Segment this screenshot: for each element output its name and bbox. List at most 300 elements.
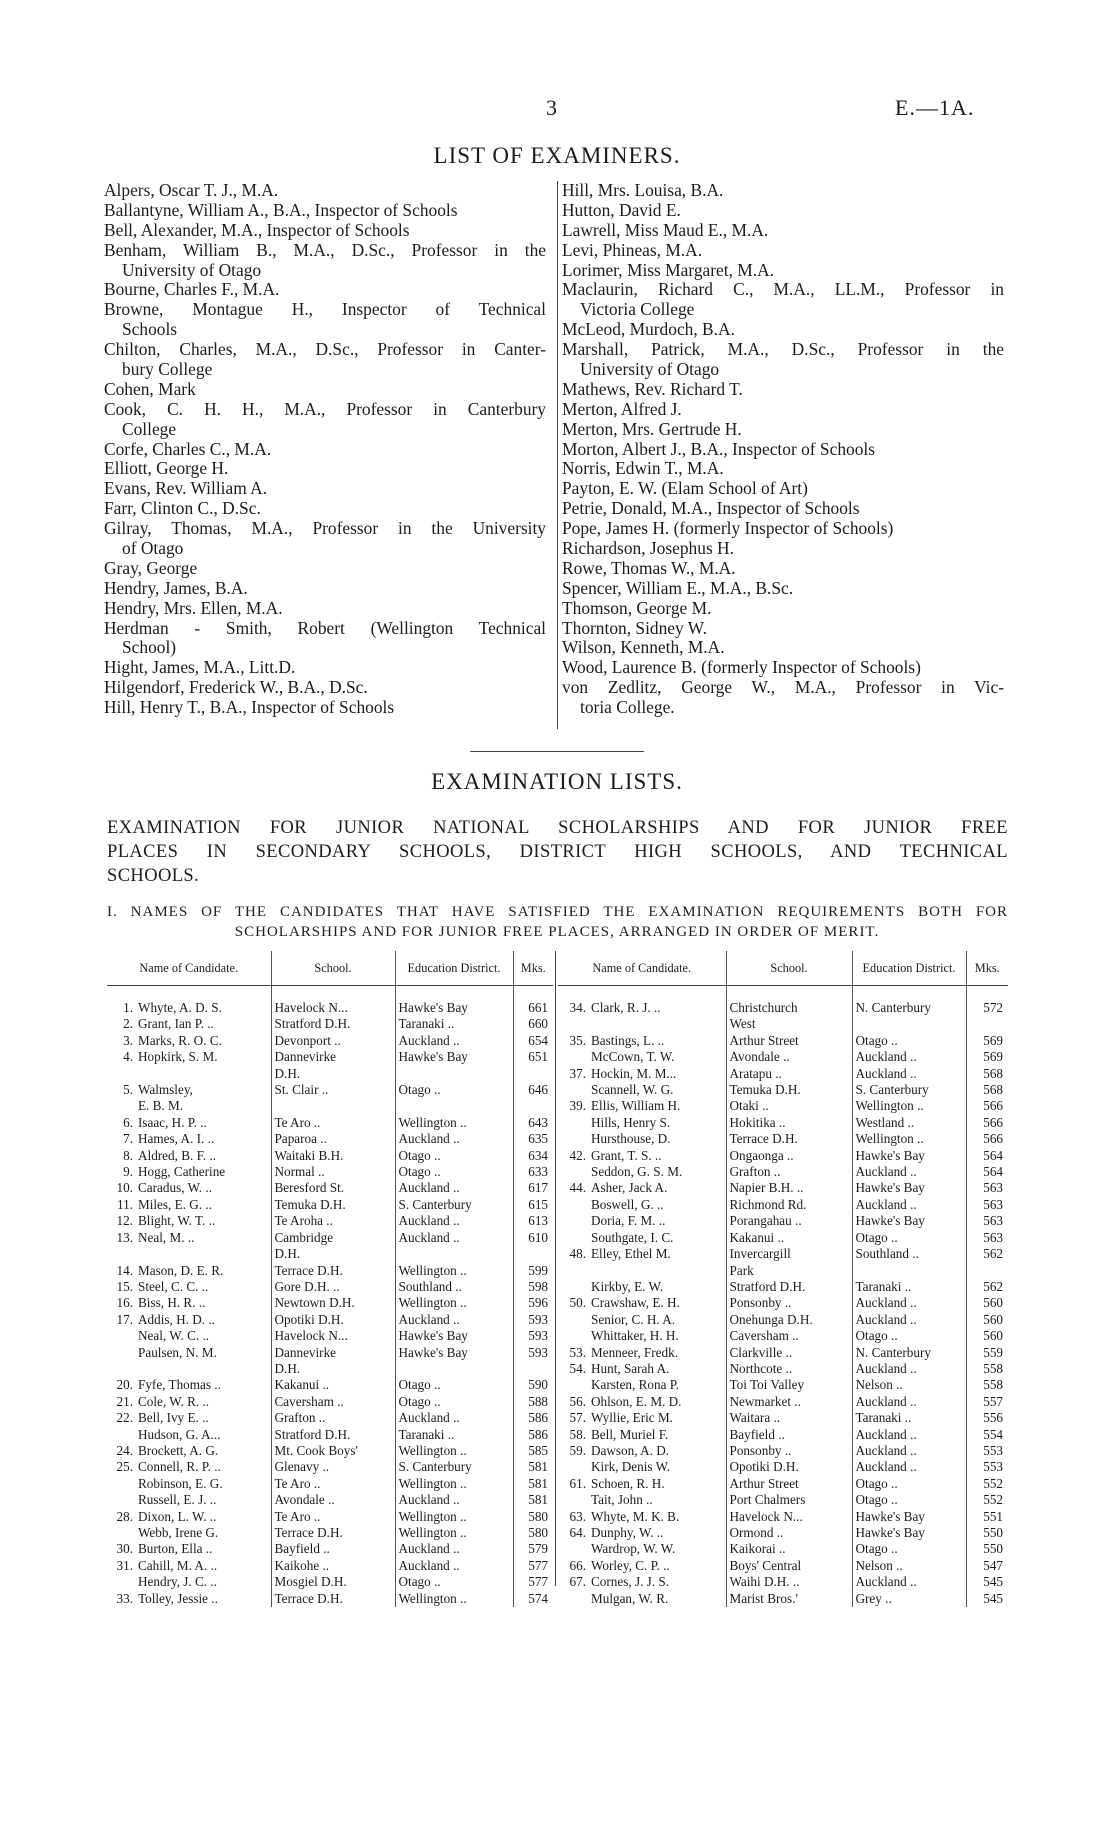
education-district: Auckland .. bbox=[395, 1492, 513, 1508]
candidate-name bbox=[135, 1066, 271, 1082]
education-district: Auckland .. bbox=[395, 1541, 513, 1557]
rank-cell: 13. bbox=[116, 1229, 133, 1245]
candidate-name: Neal, W. C. .. bbox=[138, 1328, 210, 1344]
page-reference: E.—1A. bbox=[895, 95, 975, 120]
school-name: Avondale .. bbox=[271, 1492, 395, 1508]
table-row bbox=[558, 1082, 1008, 1098]
col-header-school: School. bbox=[726, 951, 852, 986]
school-name: Waitara .. bbox=[726, 1410, 852, 1426]
school-name: D.H. bbox=[271, 1246, 395, 1262]
candidate-name: Robinson, E. G. bbox=[138, 1475, 223, 1491]
marks-cell: 613 bbox=[513, 1213, 553, 1229]
candidate-name: Seddon, G. S. M. bbox=[591, 1164, 683, 1180]
rank-cell bbox=[558, 1263, 588, 1279]
school-name: Gore D.H. .. bbox=[271, 1279, 395, 1295]
marks-cell bbox=[513, 1246, 553, 1262]
marks-cell: 581 bbox=[513, 1459, 553, 1475]
table-divider bbox=[555, 951, 556, 1586]
section-heading-line-2: SCHOLARSHIPS AND FOR JUNIOR FREE PLACES, ARRANGED IN ORDER OF MERIT. bbox=[234, 924, 880, 940]
examiner-entry: Herdman - Smith, Robert (Wellington Technical bbox=[104, 618, 546, 638]
table-row bbox=[558, 1509, 1008, 1525]
marks-cell: 550 bbox=[966, 1541, 1008, 1557]
examiner-entry: Thornton, Sidney W. bbox=[562, 617, 707, 638]
candidate-name: Hogg, Catherine bbox=[138, 1164, 226, 1180]
education-district: Auckland .. bbox=[852, 1574, 966, 1590]
marks-cell: 550 bbox=[966, 1525, 1008, 1541]
school-name: Kaikohe .. bbox=[271, 1558, 395, 1574]
rank-cell: 39. bbox=[569, 1098, 586, 1114]
candidate-name: Southgate, I. C. bbox=[591, 1229, 674, 1245]
table-row bbox=[107, 1476, 553, 1492]
candidate-name: Russell, E. J. .. bbox=[138, 1492, 217, 1508]
rank-cell: 7. bbox=[123, 1131, 133, 1147]
table-row bbox=[558, 1541, 1008, 1557]
table-row bbox=[558, 1115, 1008, 1131]
education-district: Auckland .. bbox=[852, 1394, 966, 1410]
marks-cell: 643 bbox=[513, 1115, 553, 1131]
education-district: Auckland .. bbox=[395, 1213, 513, 1229]
rank-cell: 63. bbox=[569, 1508, 586, 1524]
education-district: Hawke's Bay bbox=[395, 1000, 513, 1016]
table-row bbox=[107, 1148, 553, 1164]
marks-cell bbox=[966, 1263, 1008, 1279]
marks-cell: 551 bbox=[966, 1509, 1008, 1525]
marks-cell: 547 bbox=[966, 1558, 1008, 1574]
candidate-name: Mason, D. E. R. bbox=[138, 1262, 224, 1278]
rank-cell bbox=[107, 1476, 135, 1492]
candidate-name: Cornes, J. J. S. bbox=[591, 1574, 670, 1590]
school-name: Te Aroha .. bbox=[271, 1213, 395, 1229]
education-district: Auckland .. bbox=[395, 1033, 513, 1049]
marks-cell: 553 bbox=[966, 1443, 1008, 1459]
marks-cell: 557 bbox=[966, 1394, 1008, 1410]
table-row bbox=[107, 1230, 553, 1246]
school-name: Opotiki D.H. bbox=[726, 1459, 852, 1475]
school-name: Havelock N... bbox=[726, 1509, 852, 1525]
school-name: Grafton .. bbox=[271, 1410, 395, 1426]
candidate-name: Mulgan, W. R. bbox=[591, 1590, 669, 1606]
education-district: Westland .. bbox=[852, 1115, 966, 1131]
school-name: Havelock N... bbox=[271, 1000, 395, 1016]
school-name: Boys' Central bbox=[726, 1558, 852, 1574]
table-row bbox=[107, 1049, 553, 1065]
school-name: Paparoa .. bbox=[271, 1131, 395, 1147]
marks-cell: 654 bbox=[513, 1033, 553, 1049]
table-row bbox=[558, 1016, 1008, 1032]
table-row bbox=[558, 1394, 1008, 1410]
examiner-entry: Hight, James, M.A., Litt.D. bbox=[104, 657, 296, 678]
col-header-name: Name of Candidate. bbox=[107, 951, 271, 986]
education-district: Hawke's Bay bbox=[852, 1148, 966, 1164]
table-row bbox=[558, 1328, 1008, 1344]
examiners-heading: LIST OF EXAMINERS. bbox=[433, 143, 681, 168]
marks-cell: 568 bbox=[966, 1082, 1008, 1098]
table-row bbox=[107, 1361, 553, 1377]
marks-cell: 581 bbox=[513, 1476, 553, 1492]
education-district: Wellington .. bbox=[395, 1525, 513, 1541]
education-district: Hawke's Bay bbox=[395, 1345, 513, 1361]
intro-line: SCHOOLS. bbox=[107, 866, 200, 886]
rank-cell bbox=[107, 1246, 135, 1262]
marks-cell: 556 bbox=[966, 1410, 1008, 1426]
education-district: Otago .. bbox=[395, 1082, 513, 1098]
school-name: Te Aro .. bbox=[271, 1115, 395, 1131]
education-district: Otago .. bbox=[852, 1476, 966, 1492]
school-name: Invercargill bbox=[726, 1246, 852, 1262]
candidate-name: Steel, C. C. .. bbox=[138, 1278, 209, 1294]
marks-cell: 562 bbox=[966, 1279, 1008, 1295]
table-row bbox=[107, 1591, 553, 1607]
table-row bbox=[558, 1000, 1008, 1016]
table-row bbox=[107, 1394, 553, 1410]
rank-cell: 8. bbox=[123, 1147, 133, 1163]
education-district: Hawke's Bay bbox=[852, 1525, 966, 1541]
marks-cell: 577 bbox=[513, 1574, 553, 1590]
marks-cell: 580 bbox=[513, 1525, 553, 1541]
examiner-entry: School) bbox=[122, 637, 177, 658]
table-row bbox=[107, 1066, 553, 1082]
examiner-entry: Victoria College bbox=[580, 299, 695, 320]
education-district: Auckland .. bbox=[852, 1295, 966, 1311]
examiner-entry: Corfe, Charles C., M.A. bbox=[104, 438, 272, 459]
marks-cell: 568 bbox=[966, 1066, 1008, 1082]
marks-cell: 552 bbox=[966, 1492, 1008, 1508]
table-row bbox=[558, 1213, 1008, 1229]
table-row bbox=[558, 1443, 1008, 1459]
table-row bbox=[558, 1263, 1008, 1279]
candidate-name: Hills, Henry S. bbox=[591, 1114, 671, 1130]
table-row bbox=[558, 1427, 1008, 1443]
rank-cell: 30. bbox=[116, 1541, 133, 1557]
school-name: St. Clair .. bbox=[271, 1082, 395, 1098]
marks-cell: 588 bbox=[513, 1394, 553, 1410]
marks-cell: 564 bbox=[966, 1148, 1008, 1164]
marks-cell bbox=[513, 1066, 553, 1082]
rank-cell bbox=[107, 1098, 135, 1114]
examiner-entry: Payton, E. W. (Elam School of Art) bbox=[562, 478, 808, 499]
school-name: Napier B.H. .. bbox=[726, 1180, 852, 1196]
rank-cell bbox=[107, 1427, 135, 1443]
table-row bbox=[558, 1345, 1008, 1361]
school-name: Havelock N... bbox=[271, 1328, 395, 1344]
school-name: Terrace D.H. bbox=[271, 1525, 395, 1541]
rank-cell: 20. bbox=[116, 1377, 133, 1393]
candidate-name: Paulsen, N. M. bbox=[138, 1344, 217, 1360]
candidate-name: Grant, T. S. .. bbox=[591, 1147, 662, 1163]
candidate-name: Hunt, Sarah A. bbox=[591, 1360, 670, 1376]
marks-cell bbox=[513, 1361, 553, 1377]
marks-cell: 559 bbox=[966, 1345, 1008, 1361]
education-district: Auckland .. bbox=[852, 1312, 966, 1328]
marks-cell: 569 bbox=[966, 1049, 1008, 1065]
school-name: Temuka D.H. bbox=[271, 1197, 395, 1213]
examiner-entry: Farr, Clinton C., D.Sc. bbox=[104, 498, 261, 519]
rank-cell bbox=[558, 1197, 588, 1213]
school-name: Hokitika .. bbox=[726, 1115, 852, 1131]
candidate-name: Hockin, M. M... bbox=[591, 1065, 677, 1081]
education-district: Auckland .. bbox=[395, 1131, 513, 1147]
school-name: Terrace D.H. bbox=[271, 1263, 395, 1279]
rank-cell: 12. bbox=[116, 1213, 133, 1229]
examiner-entry: Mathews, Rev. Richard T. bbox=[562, 378, 743, 399]
marks-cell: 560 bbox=[966, 1328, 1008, 1344]
candidate-name: Dawson, A. D. bbox=[591, 1442, 670, 1458]
candidate-name: Wyllie, Eric M. bbox=[591, 1410, 673, 1426]
examiner-entry: toria College. bbox=[580, 697, 675, 718]
exam-intro-paragraph bbox=[107, 816, 1008, 888]
rank-cell bbox=[558, 1492, 588, 1508]
table-row bbox=[107, 1098, 553, 1114]
candidate-name: Elley, Ethel M. bbox=[591, 1246, 671, 1262]
rank-cell: 2. bbox=[123, 1016, 133, 1032]
col-header-name: Name of Candidate. bbox=[558, 951, 726, 986]
school-name: Christchurch bbox=[726, 1000, 852, 1016]
table-row bbox=[107, 1180, 553, 1196]
candidate-name: Hursthouse, D. bbox=[591, 1131, 671, 1147]
rank-cell bbox=[107, 1525, 135, 1541]
candidate-name: Senior, C. H. A. bbox=[591, 1311, 676, 1327]
rank-cell: 3. bbox=[123, 1032, 133, 1048]
rank-cell bbox=[107, 1574, 135, 1590]
school-name: Toi Toi Valley bbox=[726, 1377, 852, 1393]
school-name: Caversham .. bbox=[726, 1328, 852, 1344]
education-district: Wellington .. bbox=[395, 1476, 513, 1492]
rank-cell: 66. bbox=[569, 1557, 586, 1573]
marks-cell: 580 bbox=[513, 1509, 553, 1525]
marks-cell: 552 bbox=[966, 1476, 1008, 1492]
education-district: Auckland .. bbox=[395, 1312, 513, 1328]
rank-cell: 59. bbox=[569, 1442, 586, 1458]
section-rule bbox=[470, 751, 644, 752]
examiner-entry: Benham, William B., M.A., D.Sc., Professor in the bbox=[104, 240, 546, 260]
rank-cell: 5. bbox=[123, 1082, 133, 1098]
rank-cell: 53. bbox=[569, 1344, 586, 1360]
rank-cell bbox=[107, 1345, 135, 1361]
column-divider bbox=[557, 181, 558, 729]
school-name: Richmond Rd. bbox=[726, 1197, 852, 1213]
education-district: Taranaki .. bbox=[852, 1410, 966, 1426]
rank-cell bbox=[558, 1082, 588, 1098]
table-row bbox=[107, 1509, 553, 1525]
school-name: Te Aro .. bbox=[271, 1476, 395, 1492]
examiner-entry: Maclaurin, Richard C., M.A., LL.M., Professor in bbox=[562, 280, 1004, 300]
examiner-entry: Cook, C. H. H., M.A., Professor in Canterbury bbox=[104, 399, 546, 419]
examiner-entry: Gray, George bbox=[104, 557, 198, 578]
school-name: Ponsonby .. bbox=[726, 1295, 852, 1311]
examiner-entry: Schools bbox=[122, 319, 178, 340]
education-district bbox=[395, 1361, 513, 1377]
marks-cell: 545 bbox=[966, 1574, 1008, 1590]
rank-cell: 35. bbox=[569, 1032, 586, 1048]
examiner-entry: Spencer, William E., M.A., B.Sc. bbox=[562, 577, 794, 598]
examiner-entry: Bourne, Charles F., M.A. bbox=[104, 279, 280, 300]
education-district: Auckland .. bbox=[395, 1410, 513, 1426]
examiner-entry: Chilton, Charles, M.A., D.Sc., Professor in Canter- bbox=[104, 340, 546, 360]
education-district: S. Canterbury bbox=[395, 1197, 513, 1213]
school-name: Port Chalmers bbox=[726, 1492, 852, 1508]
rank-cell bbox=[107, 1328, 135, 1344]
education-district: Otago .. bbox=[852, 1541, 966, 1557]
table-row bbox=[558, 1180, 1008, 1196]
school-name: Mosgiel D.H. bbox=[271, 1574, 395, 1590]
examiner-entry: Pope, James H. (formerly Inspector of Schools) bbox=[562, 518, 894, 539]
table-row bbox=[107, 1115, 553, 1131]
education-district: Wellington .. bbox=[852, 1131, 966, 1147]
section-heading-line-1: I. NAMES OF THE CANDIDATES THAT HAVE SATISFIED THE EXAMINATION REQUIREMENTS BOTH FOR bbox=[107, 904, 1008, 920]
rank-cell: 31. bbox=[116, 1557, 133, 1573]
candidate-name: McCown, T. W. bbox=[591, 1049, 675, 1065]
school-name: Waitaki B.H. bbox=[271, 1148, 395, 1164]
table-row bbox=[107, 1427, 553, 1443]
table-row bbox=[107, 1345, 553, 1361]
rank-cell: 24. bbox=[116, 1442, 133, 1458]
table-row bbox=[558, 1312, 1008, 1328]
school-name: Te Aro .. bbox=[271, 1509, 395, 1525]
school-name: Terrace D.H. bbox=[271, 1591, 395, 1607]
examiners-right-column bbox=[562, 181, 1004, 718]
candidate-name: Kirk, Denis W. bbox=[591, 1459, 671, 1475]
education-district: Taranaki .. bbox=[395, 1016, 513, 1032]
examination-lists-heading: EXAMINATION LISTS. bbox=[431, 769, 683, 794]
candidate-name bbox=[588, 1263, 726, 1279]
table-row bbox=[558, 1558, 1008, 1574]
candidate-name: Scannell, W. G. bbox=[591, 1082, 674, 1098]
school-name: Dannevirke bbox=[271, 1049, 395, 1065]
table-row bbox=[107, 1558, 553, 1574]
marks-cell: 633 bbox=[513, 1164, 553, 1180]
table-row bbox=[558, 1377, 1008, 1393]
table-row bbox=[558, 1492, 1008, 1508]
candidate-name: Dixon, L. W. .. bbox=[138, 1508, 217, 1524]
candidate-name: Kirkby, E. W. bbox=[591, 1278, 664, 1294]
school-name: Ongaonga .. bbox=[726, 1148, 852, 1164]
marks-cell: 563 bbox=[966, 1180, 1008, 1196]
school-name: Newmarket .. bbox=[726, 1394, 852, 1410]
marks-cell: 558 bbox=[966, 1377, 1008, 1393]
rank-cell bbox=[558, 1459, 588, 1475]
candidate-name: Whyte, M. K. B. bbox=[591, 1508, 680, 1524]
school-name bbox=[271, 1098, 395, 1114]
school-name: Otaki .. bbox=[726, 1098, 852, 1114]
candidate-name: Whyte, A. D. S. bbox=[138, 1000, 222, 1015]
marks-cell: 599 bbox=[513, 1263, 553, 1279]
table-row bbox=[558, 1230, 1008, 1246]
rank-cell bbox=[558, 1115, 588, 1131]
candidate-name: Isaac, H. P. .. bbox=[138, 1114, 207, 1130]
education-district: Grey .. bbox=[852, 1591, 966, 1607]
marks-cell: 651 bbox=[513, 1049, 553, 1065]
table-row bbox=[558, 1033, 1008, 1049]
education-district: Hawke's Bay bbox=[395, 1328, 513, 1344]
education-district: Otago .. bbox=[395, 1377, 513, 1393]
marks-cell: 635 bbox=[513, 1131, 553, 1147]
candidate-name: Boswell, G. .. bbox=[591, 1196, 664, 1212]
examiner-entry: Evans, Rev. William A. bbox=[104, 478, 268, 499]
school-name: Cambridge bbox=[271, 1230, 395, 1246]
marks-cell: 593 bbox=[513, 1328, 553, 1344]
school-name: Devonport .. bbox=[271, 1033, 395, 1049]
candidate-name: Clark, R. J. .. bbox=[591, 1000, 661, 1015]
candidate-name: Asher, Jack A. bbox=[591, 1180, 668, 1196]
candidate-name: Menneer, Fredk. bbox=[591, 1344, 678, 1360]
education-district: Nelson .. bbox=[852, 1558, 966, 1574]
candidate-name: Burton, Ella .. bbox=[138, 1541, 213, 1557]
candidate-name: Schoen, R. H. bbox=[591, 1475, 665, 1491]
marks-cell: 574 bbox=[513, 1591, 553, 1607]
marks-cell: 562 bbox=[966, 1246, 1008, 1262]
candidate-name: Dunphy, W. .. bbox=[591, 1525, 664, 1540]
education-district: N. Canterbury bbox=[852, 1345, 966, 1361]
examiner-entry: Thomson, George M. bbox=[562, 597, 712, 618]
school-name: Northcote .. bbox=[726, 1361, 852, 1377]
candidate-name: Tolley, Jessie .. bbox=[138, 1590, 218, 1606]
table-row bbox=[558, 1246, 1008, 1262]
rank-cell bbox=[558, 1377, 588, 1393]
candidate-name: Biss, H. R. .. bbox=[138, 1295, 206, 1311]
school-name: Kakanui .. bbox=[726, 1230, 852, 1246]
intro-line: PLACES IN SECONDARY SCHOOLS, DISTRICT HIGH SCHOOLS, AND TECHNICAL bbox=[107, 842, 1008, 862]
rank-cell: 25. bbox=[116, 1459, 133, 1475]
examiner-entry: Lorimer, Miss Margaret, M.A. bbox=[562, 259, 774, 280]
table-row bbox=[107, 1164, 553, 1180]
table-row bbox=[107, 1541, 553, 1557]
school-name: Ponsonby .. bbox=[726, 1443, 852, 1459]
rank-cell bbox=[107, 1492, 135, 1508]
candidate-name: Cole, W. R. .. bbox=[138, 1393, 210, 1409]
education-district bbox=[852, 1016, 966, 1032]
education-district: Wellington .. bbox=[395, 1509, 513, 1525]
candidate-name: Walmsley, bbox=[138, 1082, 193, 1098]
marks-cell: 566 bbox=[966, 1098, 1008, 1114]
candidate-name: Bell, Muriel F. bbox=[591, 1426, 669, 1442]
marks-cell: 634 bbox=[513, 1148, 553, 1164]
candidate-name: Caradus, W. .. bbox=[138, 1180, 212, 1196]
marks-cell: 593 bbox=[513, 1345, 553, 1361]
col-header-school: School. bbox=[271, 951, 395, 986]
rank-cell: 33. bbox=[116, 1590, 133, 1606]
examiner-entry: Hendry, James, B.A. bbox=[104, 577, 248, 598]
candidate-name bbox=[135, 1246, 271, 1262]
marks-cell: 617 bbox=[513, 1180, 553, 1196]
school-name: Waihi D.H. .. bbox=[726, 1574, 852, 1590]
page-number: 3 bbox=[546, 95, 557, 120]
col-header-marks: Mks. bbox=[966, 951, 1008, 986]
examiner-entry: Hill, Henry T., B.A., Inspector of Schools bbox=[104, 697, 395, 718]
marks-cell: 615 bbox=[513, 1197, 553, 1213]
candidate-name: Grant, Ian P. .. bbox=[138, 1016, 214, 1032]
table-row bbox=[107, 1197, 553, 1213]
marks-cell: 558 bbox=[966, 1361, 1008, 1377]
rank-cell bbox=[107, 1066, 135, 1082]
rank-cell bbox=[107, 1361, 135, 1377]
marks-cell: 563 bbox=[966, 1230, 1008, 1246]
candidate-name: Crawshaw, E. H. bbox=[591, 1295, 680, 1311]
rank-cell: 4. bbox=[123, 1049, 133, 1065]
education-district: Otago .. bbox=[395, 1574, 513, 1590]
education-district: Auckland .. bbox=[852, 1443, 966, 1459]
rank-cell bbox=[558, 1541, 588, 1557]
table-row bbox=[558, 1574, 1008, 1590]
school-name: Terrace D.H. bbox=[726, 1131, 852, 1147]
rank-cell: 57. bbox=[569, 1410, 586, 1426]
table-row bbox=[107, 1328, 553, 1344]
education-district: Wellington .. bbox=[395, 1443, 513, 1459]
rank-cell: 61. bbox=[569, 1475, 586, 1491]
candidate-name: E. B. M. bbox=[138, 1098, 184, 1114]
rank-cell: 50. bbox=[569, 1295, 586, 1311]
examiner-entry: Wilson, Kenneth, M.A. bbox=[562, 637, 725, 658]
marks-cell: 579 bbox=[513, 1541, 553, 1557]
